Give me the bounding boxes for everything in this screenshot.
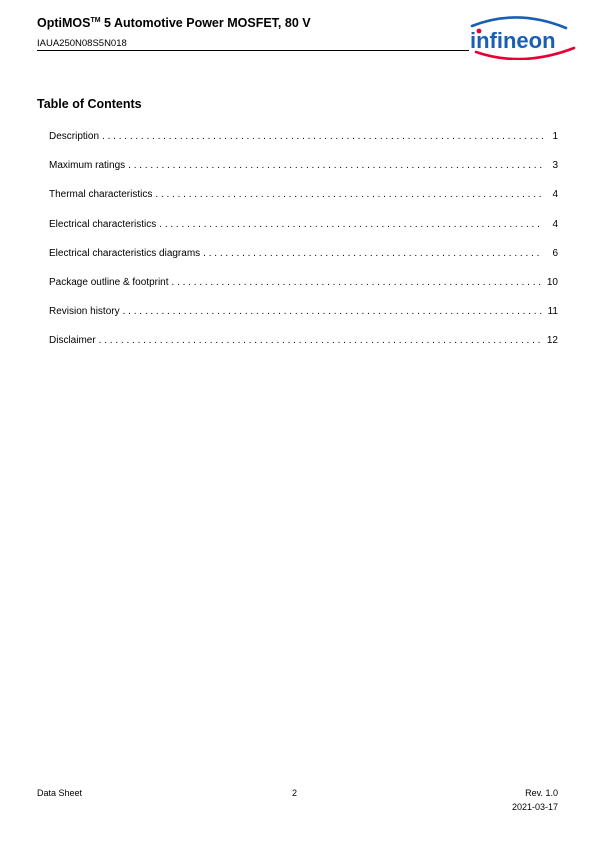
toc-entry-page[interactable]: 10 [546,276,558,288]
toc-entry-label[interactable]: Electrical characteristics diagrams [49,247,201,259]
toc-entry[interactable] [49,335,558,364]
toc-entry[interactable] [49,189,558,218]
logo-text: infineon [470,28,556,53]
toc-entry-label[interactable]: Thermal characteristics [49,189,153,201]
toc-entry[interactable] [49,160,558,189]
toc-entry-page[interactable]: 3 [552,160,558,172]
toc-entry-label[interactable]: Maximum ratings [49,160,126,172]
toc-leader-dots [123,306,543,317]
toc-entry[interactable] [49,219,558,248]
toc-entry-page[interactable]: 6 [552,247,558,259]
footer-date: 2021-03-17 [511,802,558,812]
toc-leader-dots [99,335,543,346]
footer-revision: Rev. 1.0 [525,788,558,798]
toc-entry-page[interactable]: 11 [547,306,558,318]
toc-leader-dots [203,248,543,259]
toc-entry[interactable] [49,306,558,335]
toc-leader-dots [128,160,543,171]
toc-entry-label[interactable]: Description [49,131,100,142]
title-suffix: 5 Automotive Power MOSFET, 80 V [100,16,311,30]
toc-entry-label[interactable]: Disclaimer [49,335,96,347]
toc-entry-label[interactable]: Electrical characteristics [49,218,157,230]
toc-leader-dots [155,189,543,200]
toc-entry-label[interactable]: Package outline & footprint [49,276,169,288]
toc-leader-dots [159,219,543,230]
infineon-logo [462,12,582,60]
footer-page-number: 2 [292,788,298,798]
header-divider [37,50,469,51]
toc-entry[interactable] [49,248,558,277]
trademark-symbol: TM [90,17,101,24]
toc-entry-page[interactable]: 4 [552,218,558,230]
toc-entry-page[interactable]: 12 [546,335,558,347]
table-of-contents [49,131,558,365]
toc-entry-label[interactable]: Revision history [49,306,120,318]
toc-entry-page[interactable]: 1 [552,131,558,142]
toc-heading: Table of Contents [37,97,142,111]
document-title [37,16,311,30]
toc-leader-dots [172,277,543,288]
toc-entry[interactable] [49,131,558,160]
footer-doc-type: Data Sheet [37,788,83,798]
title-prefix: OptiMOS [37,16,91,30]
toc-entry-page[interactable]: 4 [552,189,558,201]
toc-leader-dots [102,131,543,142]
part-number: IAUA250N08S5N018 [37,38,127,49]
toc-entry[interactable] [49,277,558,306]
